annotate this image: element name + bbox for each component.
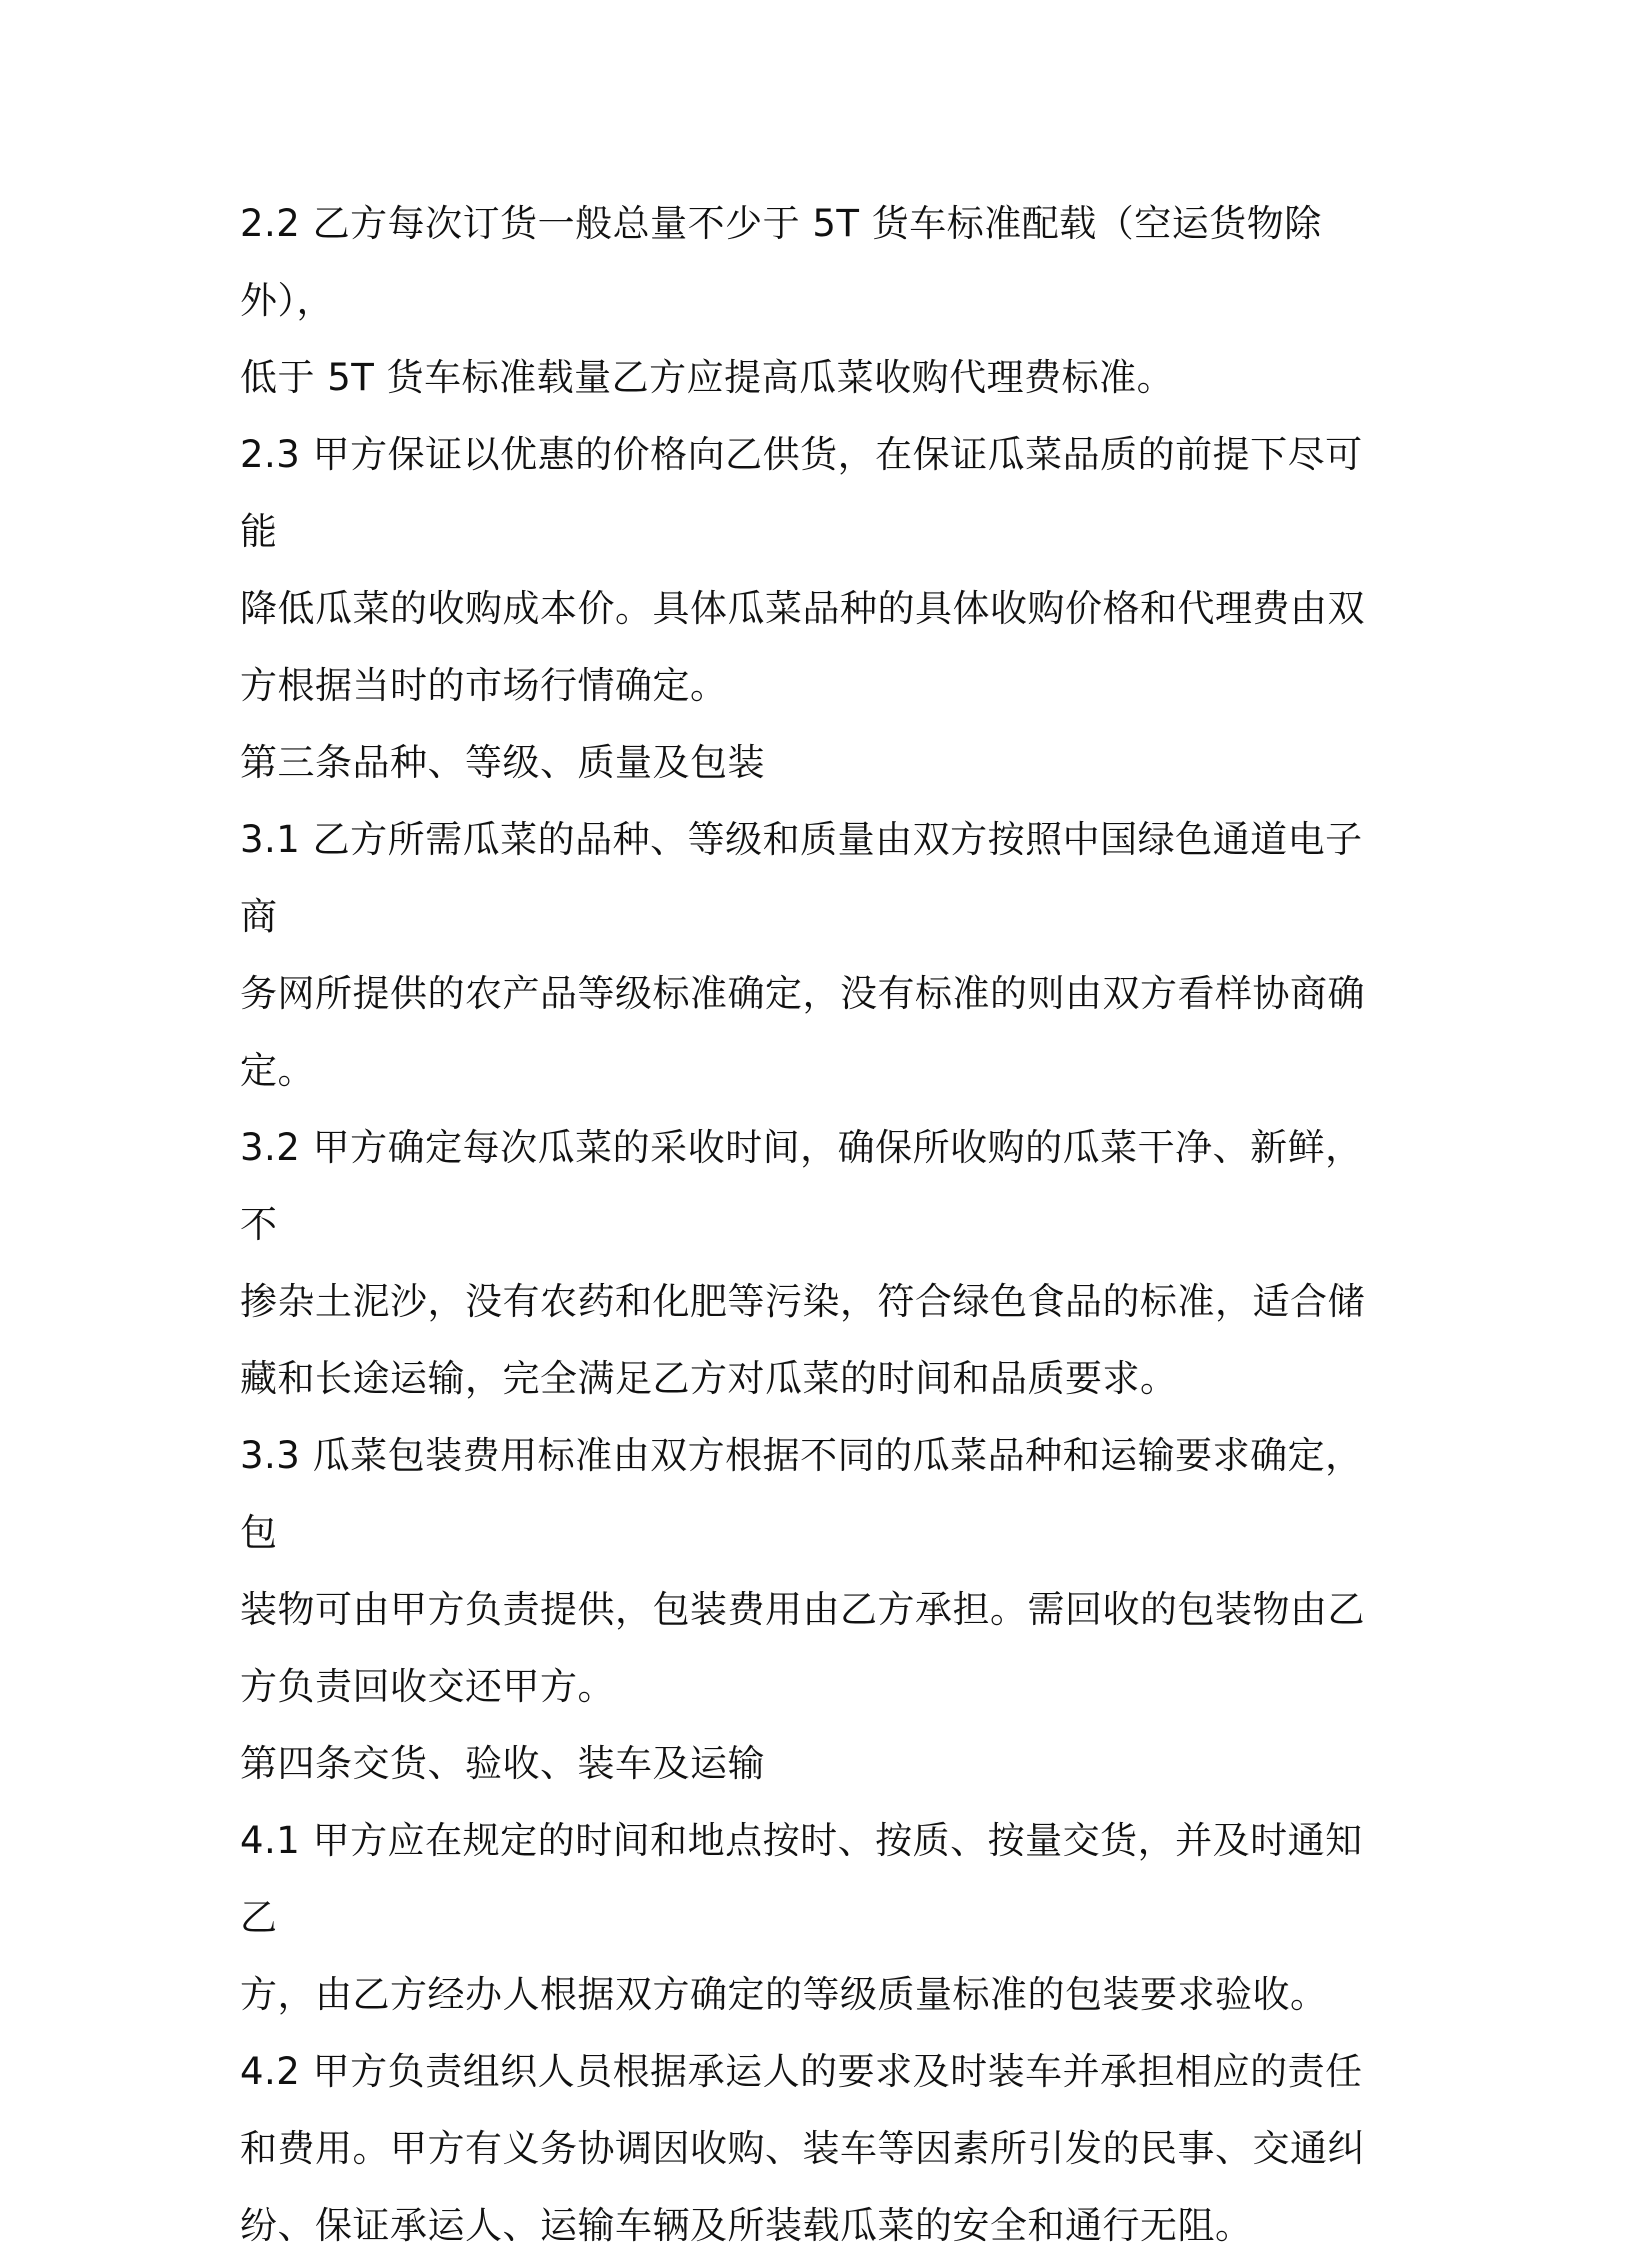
clause-2-2: 2.2 乙方每次订货一般总量不少于 5T 货车标准配载（空运货物除外）， 低于 5T 货车标准载量乙方应提高瓜菜收购代理费标准。	[240, 202, 1322, 399]
clause-3-1: 3.1 乙方所需瓜菜的品种、等级和质量由双方按照中国绿色通道电子商 务网所提供的农产品等级标准确定，没有标准的则由双方看样协商确 定。	[240, 818, 1365, 1092]
clause-4-2: 4.2 甲方负责组织人员根据承运人的要求及时装车并承担相应的责任 和费用。甲方有义务协调因收购、装车等因素所引发的民事、交通纠 纷、保证承运人、运输车辆及所装载瓜菜的安全和通行无阻。	[240, 2050, 1365, 2247]
article-4-heading: 第四条交货、验收、装车及运输	[240, 1742, 765, 1785]
document-body	[240, 185, 1400, 2264]
clause-4-1: 4.1 甲方应在规定的时间和地点按时、按质、按量交货，并及时通知乙 方，由乙方经办人根据双方确定的等级质量标准的包装要求验收。	[240, 1819, 1363, 2016]
clause-3-2: 3.2 甲方确定每次瓜菜的采收时间，确保所收购的瓜菜干净、新鲜，不 掺杂土泥沙，没有农药和化肥等污染，符合绿色食品的标准，适合储 藏和长途运输，完全满足乙方对瓜菜的时间和品质要求。	[240, 1126, 1365, 1400]
clause-3-3: 3.3 瓜菜包装费用标准由双方根据不同的瓜菜品种和运输要求确定，包 装物可由甲方负责提供，包装费用由乙方承担。需回收的包装物由乙 方负责回收交还甲方。	[240, 1434, 1365, 1708]
article-3-heading: 第三条品种、等级、质量及包装	[240, 741, 765, 784]
clause-2-3: 2.3 甲方保证以优惠的价格向乙供货，在保证瓜菜品质的前提下尽可能 降低瓜菜的收购成本价。具体瓜菜品种的具体收购价格和代理费由双 方根据当时的市场行情确定。	[240, 433, 1365, 707]
